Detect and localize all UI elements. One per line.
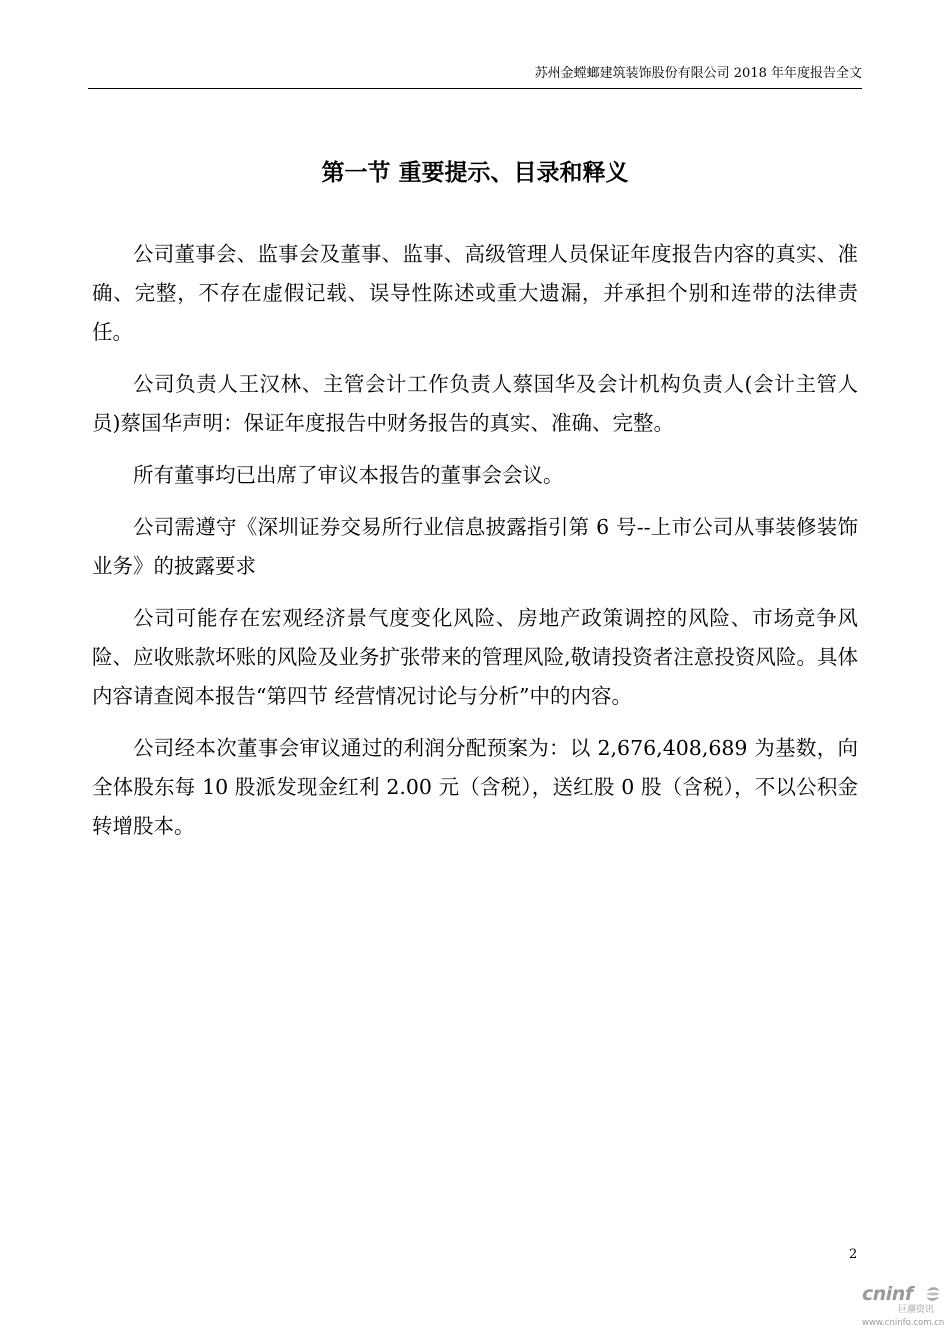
- report-header-title: 苏州金螳螂建筑装饰股份有限公司 2018 年年度报告全文: [534, 66, 862, 81]
- paragraph-risk-notice: 公司可能存在宏观经济景气度变化风险、房地产政策调控的风险、市场竞争风险、应收账款坏账的风险及业务扩张带来的管理风险,敬请投资者注意投资风险。具体内容请查阅本报告“第四节 经营情况讨论与分析”中的内容。: [92, 606, 858, 708]
- paragraph-responsible-persons: 公司负责人王汉林、主管会计工作负责人蔡国华及会计机构负责人(会计主管人员)蔡国华声明：保证年度报告中财务报告的真实、准确、完整。: [92, 372, 858, 435]
- paragraph-profit-distribution: 公司经本次董事会审议通过的利润分配预案为：以 2,676,408,689 为基数，向全体股东每 10 股派发现金红利 2.00 元（含税），送红股 0 股（含税），不以公积金转增股本。: [92, 736, 858, 838]
- document-body: [92, 235, 858, 859]
- page-number: 2: [849, 1247, 858, 1262]
- page-header: [88, 66, 862, 89]
- swirl-icon: [924, 1285, 942, 1303]
- paragraph-disclosure-guideline: 公司需遵守《深圳证券交易所行业信息披露指引第 6 号--上市公司从事装修装饰业务》的披露要求: [92, 515, 858, 578]
- section-title: 第一节 重要提示、目录和释义: [321, 159, 629, 186]
- logo-brand-text: cninf: [862, 1283, 913, 1305]
- logo-url-text: www.cninfo.com.cn: [862, 1318, 945, 1328]
- paragraph-board-guarantee: 公司董事会、监事会及董事、监事、高级管理人员保证年度报告内容的真实、准确、完整，不存在虚假记载、误导性陈述或重大遗漏，并承担个别和连带的法律责任。: [92, 242, 858, 344]
- paragraph-directors-attendance: 所有董事均已出席了审议本报告的董事会会议。: [133, 463, 564, 487]
- logo-chinese-text: 巨潮资讯: [898, 1305, 935, 1315]
- cninfo-watermark-logo: [862, 1283, 944, 1333]
